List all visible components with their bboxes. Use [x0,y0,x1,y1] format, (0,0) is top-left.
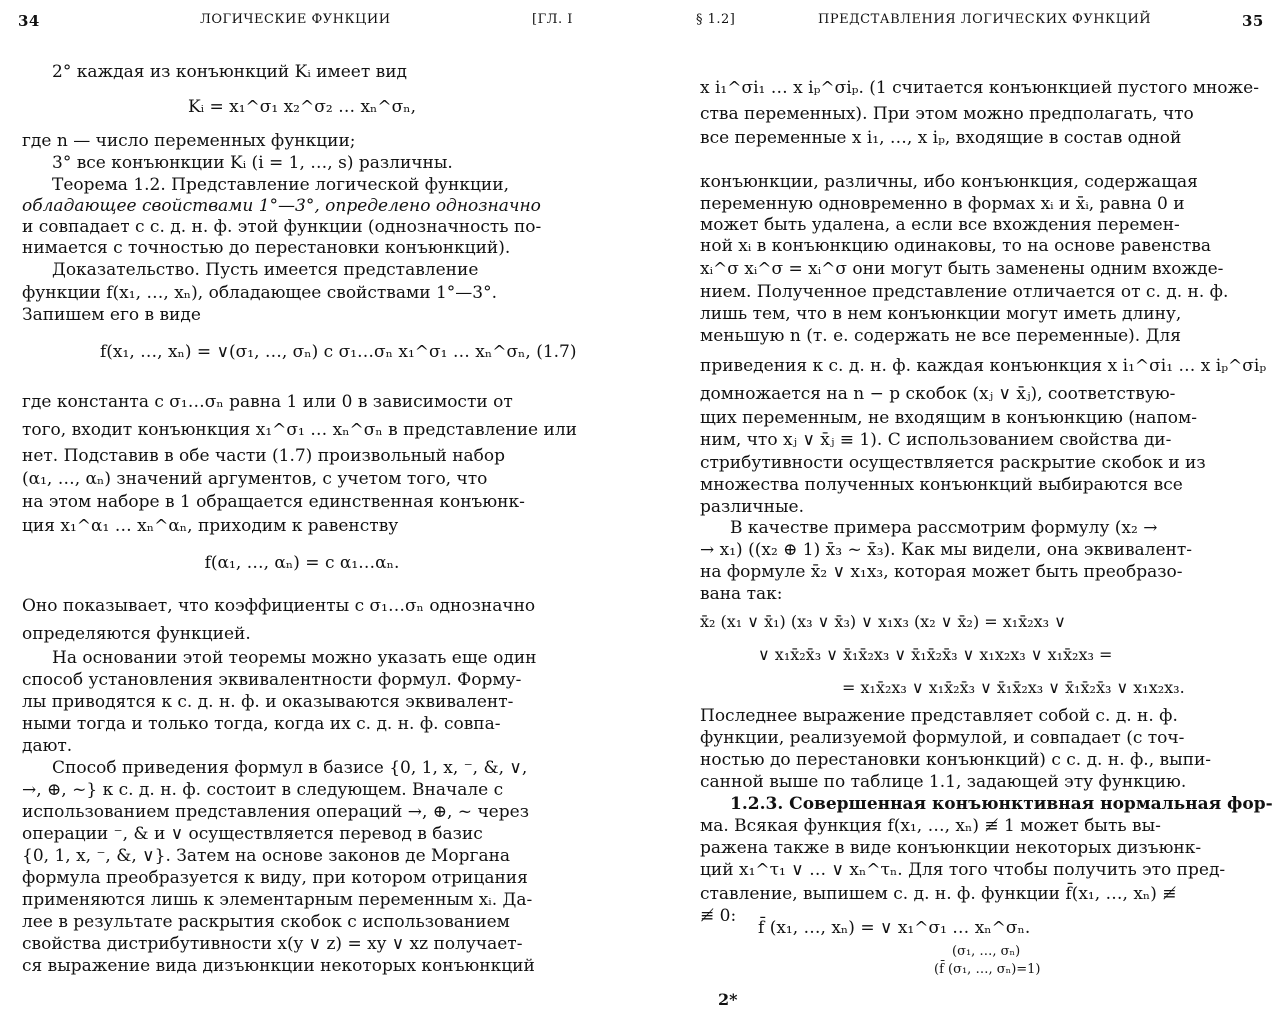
right-running-title: ПРЕДСТАВЛЕНИЯ ЛОГИЧЕСКИХ ФУНКЦИЙ [818,12,1152,27]
text-line: ства переменных). При этом можно предполагать, что [700,104,1194,124]
text-line: дают. [22,736,73,756]
text-line: использованием представления операций →, ⊕, ~ через [22,802,529,822]
text-line: ставление, выпишем с. д. н. ф. функции f̄(x₁, …, xₙ) ≢ [700,884,1177,904]
text-line: ма. Всякая функция f(x₁, …, xₙ) ≢ 1 может быть вы- [700,816,1161,836]
text-line: операции ⁻, & и ∨ осуществляется перевод в базис [22,824,483,844]
left-running-title: ЛОГИЧЕСКИЕ ФУНКЦИИ [200,12,391,27]
text-line: где n — число переменных функции; [22,131,356,151]
text-line: (α₁, …, αₙ) значений аргументов, с учетом того, что [22,469,488,489]
text-line: где константа c σ₁…σₙ равна 1 или 0 в зависимости от [22,392,513,412]
left-page-number: 34 [18,12,40,30]
text-line: щих переменным, не входящим в конъюнкцию (напом- [700,408,1197,428]
text-line: Последнее выражение представляет собой с. д. н. ф. [700,706,1178,726]
text-line: Запишем его в виде [22,305,201,325]
text-line: {0, 1, x, ⁻, &, ∨}. Затем на основе законов де Моргана [22,846,511,866]
text-line: формула преобразуется к виду, при котором отрицания [22,868,528,888]
text-line: свойства дистрибутивности x(y ∨ z) = xy ∨ xz получает- [22,934,523,954]
formula-index-condition: (f̄ (σ₁, …, σₙ)=1) [934,962,1041,977]
text-line: множества полученных конъюнкций выбираются все [700,475,1183,495]
text-line: x i₁^σi₁ … x iₚ^σiₚ. (1 считается конъюнкцией пустого множе- [700,78,1259,98]
text-line: 2° каждая из конъюнкций Kᵢ имеет вид [52,62,407,82]
formula-line: f(α₁, …, αₙ) = c α₁…αₙ. [204,553,400,573]
text-line: 3° все конъюнкции Kᵢ (i = 1, …, s) различны. [52,153,453,173]
text-line: может быть удалена, а если все вхождения перемен- [700,215,1180,235]
text-line: ним, что xⱼ ∨ x̄ⱼ ≡ 1). С использованием свойства ди- [700,430,1172,450]
formula-line: Kᵢ = x₁^σ₁ x₂^σ₂ … xₙ^σₙ, [187,97,417,117]
signature-mark: 2* [718,990,738,1009]
text-line: лее в результате раскрытия скобок с использованием [22,912,510,932]
text-line: → x₁) ((x₂ ⊕ 1) x̄₃ ~ x̄₃). Как мы видели, она эквивалент- [700,540,1192,560]
left-page [0,0,630,1020]
text-line: →, ⊕, ~} к с. д. н. ф. состоит в следующем. Вначале с [22,780,504,800]
derivation-line: ∨ x₁x̄₂x̄₃ ∨ x̄₁x̄₂x₃ ∨ x̄₁x̄₂x̄₃ ∨ x₁x₂x₃ ∨ x₁x̄₂x₃ = [758,645,1113,664]
subsection-heading: 1.2.3. Совершенная конъюнктивная нормальная фор- [730,794,1273,814]
text-line: на формуле x̄₂ ∨ x₁x₃, которая может быть преобразо- [700,562,1183,582]
right-page-number: 35 [1242,12,1264,30]
proof-line: Доказательство. Пусть имеется представление [52,260,479,280]
text-line: нет. Подставив в обе части (1.7) произвольный набор [22,446,506,466]
text-line: приведения к с. д. н. ф. каждая конъюнкция x i₁^σi₁ … x iₚ^σiₚ [700,356,1267,376]
formula-1-7: f(x₁, …, xₙ) = ∨(σ₁, …, σₙ) c σ₁…σₙ x₁^σ₁ … xₙ^σₙ, (1.7) [100,342,577,362]
text-line: нимается с точностью до перестановки конъюнкций). [22,238,511,258]
left-chapter-mark: [ГЛ. I [532,12,573,27]
text-line: ражена также в виде конъюнкции некоторых дизъюнк- [700,838,1202,858]
text-line: стрибутивности осуществляется раскрытие скобок и из [700,453,1206,473]
derivation-line: x̄₂ (x₁ ∨ x̄₁) (x₃ ∨ x̄₃) ∨ x₁x₃ (x₂ ∨ x̄₂) = x₁x̄₂x₃ ∨ [700,612,1066,631]
text-line: ≢ 0: [700,906,737,926]
text-line: способ установления эквивалентности формул. Форму- [22,670,522,690]
theorem-line: обладающее свойствами 1°—3°, определено однозначно [22,196,541,216]
formula-index: (σ₁, …, σₙ) [952,944,1021,959]
text-line: ной xᵢ в конъюнкцию одинаковы, то на основе равенства [700,236,1212,256]
text-line: ция x₁^α₁ … xₙ^αₙ, приходим к равенству [22,516,399,536]
text-line: конъюнкции, различны, ибо конъюнкция, содержащая [700,172,1198,192]
text-line: того, входит конъюнкция x₁^σ₁ … xₙ^σₙ в представление или [22,420,577,440]
text-line: На основании этой теоремы можно указать еще один [52,648,537,668]
text-line: ными тогда и только тогда, когда их с. д. н. ф. совпа- [22,714,501,734]
text-line: лишь тем, что в нем конъюнкции могут иметь длину, [700,304,1182,324]
text-line: все переменные x i₁, …, x iₚ, входящие в состав одной [700,128,1182,148]
theorem-line: Теорема 1.2. Представление логической функции, [52,175,509,195]
right-page [690,0,1278,1020]
text-line: домножается на n − p скобок (xⱼ ∨ x̄ⱼ), соответствую- [700,384,1176,404]
text-line: нием. Полученное представление отличается от с. д. н. ф. [700,282,1229,302]
text-line: В качестве примера рассмотрим формулу (x₂ → [730,518,1158,538]
text-line: переменную одновременно в формах xᵢ и x̄ᵢ, равна 0 и [700,194,1185,214]
text-line: определяются функцией. [22,624,251,644]
text-line: меньшую n (т. е. содержать не все переменные). Для [700,326,1181,346]
text-line: Способ приведения формул в базисе {0, 1, x, ⁻, &, ∨, [52,758,528,778]
text-line: санной выше по таблице 1.1, задающей эту функцию. [700,772,1187,792]
text-line: Оно показывает, что коэффициенты c σ₁…σₙ однозначно [22,596,536,616]
text-line: xᵢ^σ xᵢ^σ = xᵢ^σ они могут быть заменены одним вхожде- [700,259,1224,279]
theorem-line: и совпадает с с. д. н. ф. этой функции (однозначность по- [22,217,542,237]
formula-line: f̄ (x₁, …, xₙ) = ∨ x₁^σ₁ … xₙ^σₙ. [758,918,1031,938]
text-line: функции, реализуемой формулой, и совпадает (с точ- [700,728,1185,748]
text-line: ся выражение вида дизъюнкции некоторых конъюнкций [22,956,535,976]
text-line: ций x₁^τ₁ ∨ … ∨ xₙ^τₙ. Для того чтобы получить это пред- [700,860,1226,880]
derivation-line: = x₁x̄₂x₃ ∨ x₁x̄₂x̄₃ ∨ x̄₁x̄₂x₃ ∨ x̄₁x̄₂x̄₃ ∨ x₁x₂x₃. [842,678,1185,697]
text-line: вана так: [700,584,783,604]
text-line: лы приводятся к с. д. н. ф. и оказываются эквивалент- [22,692,514,712]
right-section-mark: § 1.2] [696,12,736,27]
text-line: различные. [700,497,804,517]
text-line: на этом наборе в 1 обращается единственная конъюнк- [22,492,525,512]
text-line: применяются лишь к элементарным переменным xᵢ. Да- [22,890,533,910]
text-line: ностью до перестановки конъюнкций) с с. д. н. ф., выпи- [700,750,1212,770]
text-line: функции f(x₁, …, xₙ), обладающее свойствами 1°—3°. [22,283,498,303]
